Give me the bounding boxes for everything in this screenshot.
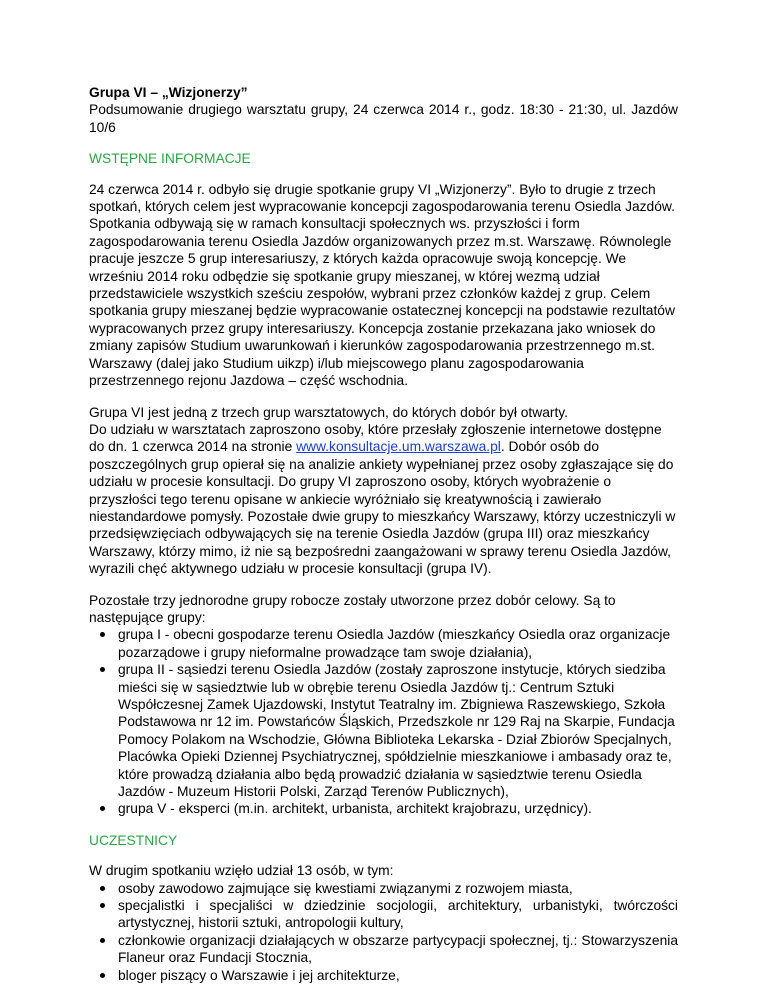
- document-subtitle: Podsumowanie drugiego warsztatu grupy, 24 czerwca 2014 r., godz. 18:30 - 21:30, ul. Jazdów 10/6: [89, 102, 678, 135]
- bullet-icon: [100, 903, 105, 908]
- paragraph-2-text-before-link: Do udziału w warsztatach zaproszono osoby, które przesłały zgłoszenie internetowe dostępne do dn. 1 czerwca 2014 na stronie: [89, 421, 662, 455]
- bullet-icon: [100, 806, 105, 811]
- list-item: [89, 661, 678, 800]
- list-item-text: bloger piszący o Warszawie i jej architekturze,: [118, 967, 400, 983]
- list-item: [89, 800, 678, 817]
- consultation-website-link[interactable]: www.konsultacje.um.warszawa.pl: [296, 439, 501, 455]
- list-item: [89, 626, 678, 661]
- participants-list: [89, 880, 678, 984]
- list-item-text: członkowie organizacji działających w obszarze partycypacji społecznej, tj.: Stowarzyszenia Flaneur oraz Fundacji Stocznia,: [118, 932, 678, 966]
- list-item: [89, 932, 678, 967]
- list-item-text: specjalistki i specjaliści w dziedzinie socjologii, architektury, urbanistyki, twórczości artystycznej, historii sztuki, antropologii kultury,: [118, 898, 678, 931]
- document-title: Grupa VI – „Wizjonerzy”: [89, 85, 248, 100]
- intro-paragraph-2-body: [89, 421, 678, 578]
- bullet-icon: [100, 886, 105, 891]
- groups-list: [89, 626, 678, 817]
- paragraph-2-text-after-link: . Dobór osób do poszczególnych grup opierał się na analizie ankiety wypełnianej przez osoby zgłaszające się do udziału w procesie konsultacji. Do grupy VI zaproszono osoby, których wyobrażenie o przyszłości tego terenu opisane w ankiecie wyróżniało się kreatywnością i zawierało niestandardowe pomysły. Pozostałe dwie grupy to mieszkańcy Warszawy, którzy uczestniczyli w przedsięwzięciach odbywających się na terenie Osiedla Jazdów (grupa III) oraz mieszkańcy Warszawy, którzy mimo, iż nie są bezpośredni zaangażowani w sprawy terenu Osiedla Jazdów, wyrazili chęć aktywnego udziału w procesie konsultacji (grupa IV).: [89, 439, 676, 577]
- list-item: [89, 967, 678, 984]
- list-item: [89, 897, 678, 932]
- section-heading-participants: UCZESTNICY: [89, 832, 178, 848]
- list-item-text: grupa II - sąsiedzi terenu Osiedla Jazdów (zostały zaproszone instytucje, których siedziba mieści się w sąsiedztwie lub w obrębie terenu Osiedla Jazdów tj.: Centrum Sztuki Współczesnej Zamek Ujazdowski, Instytut Teatralny im. Zbigniewa Raszewskiego, Szkoła Podstawowa nr 12 im. Powstańców Śląskich, Przedszkole nr 129 Raj na Skarpie, Fundacja Pomocy Polakom na Wschodzie, Główna Biblioteka Lekarska - Dział Zbiorów Specjalnych, Placówka Opieki Dziennej Psychiatrycznej, spółdzielnie mieszkaniowe i ambasady oraz te, które prowadzą działania albo będą prowadzić działania w sąsiedztwie terenu Osiedla Jazdów - Muzeum Historii Polski, Zarząd Terenów Publicznych),: [118, 662, 675, 800]
- bullet-icon: [100, 938, 105, 943]
- list-item: [89, 880, 678, 897]
- intro-paragraph-2: [89, 404, 678, 578]
- list-item-text: osoby zawodowo zajmujące się kwestiami związanymi z rozwojem miasta,: [118, 880, 573, 896]
- list-item-text: grupa V - eksperci (m.in. architekt, urbanista, architekt krajobrazu, urzędnicy).: [118, 801, 592, 817]
- document-page: [89, 84, 678, 984]
- section-heading-intro: WSTĘPNE INFORMACJE: [89, 151, 251, 167]
- participants-intro: W drugim spotkaniu wzięło udział 13 osób, w tym:: [89, 863, 394, 879]
- bullet-icon: [100, 973, 105, 978]
- intro-paragraph-1: 24 czerwca 2014 r. odbyło się drugie spotkanie grupy VI „Wizjonerzy”. Było to drugie z trzech spotkań, których celem jest wypracowanie koncepcji zagospodarowania terenu Osiedla Jazdów. Spotkania odbywają się w ramach konsultacji społecznych ws. przyszłości i form zagospodarowania terenu Osiedla Jazdów organizowanych przez m.st. Warszawę. Równolegle pracuje jeszcze 5 grup interesariuszy, z których każda opracowuje swoją koncepcję. We wrześniu 2014 roku odbędzie się spotkanie grupy mieszanej, w której wezmą udział przedstawiciele wszystkich sześciu zespołów, wybrani przez członków każdej z grup. Celem spotkania grupy mieszanej będzie wypracowanie ostatecznej koncepcji na podstawie rezultatów wypracowanych przez grupy interesariuszy. Koncepcja zostanie przekazana jako wniosek do zmiany zapisów Studium uwarunkowań i kierunków zagospodarowania przestrzennego m.st. Warszawy (dalej jako Studium uikzp) i/lub miejscowego planu zagospodarowania przestrzennego rejonu Jazdowa – część wschodnia.: [89, 181, 675, 389]
- bullet-icon: [100, 667, 105, 672]
- bullet-icon: [100, 632, 105, 637]
- list-item-text: grupa I - obecni gospodarze terenu Osiedla Jazdów (mieszkańcy Osiedla oraz organizacje pozarządowe i grupy nieformalne prowadzące tam swoje działania),: [118, 627, 671, 660]
- intro-paragraph-3: Pozostałe trzy jednorodne grupy robocze zostały utworzone przez dobór celowy. Są to następujące grupy:: [89, 592, 616, 625]
- intro-paragraph-2-line-1: Grupa VI jest jedną z trzech grup warsztatowych, do których dobór był otwarty.: [89, 404, 569, 420]
